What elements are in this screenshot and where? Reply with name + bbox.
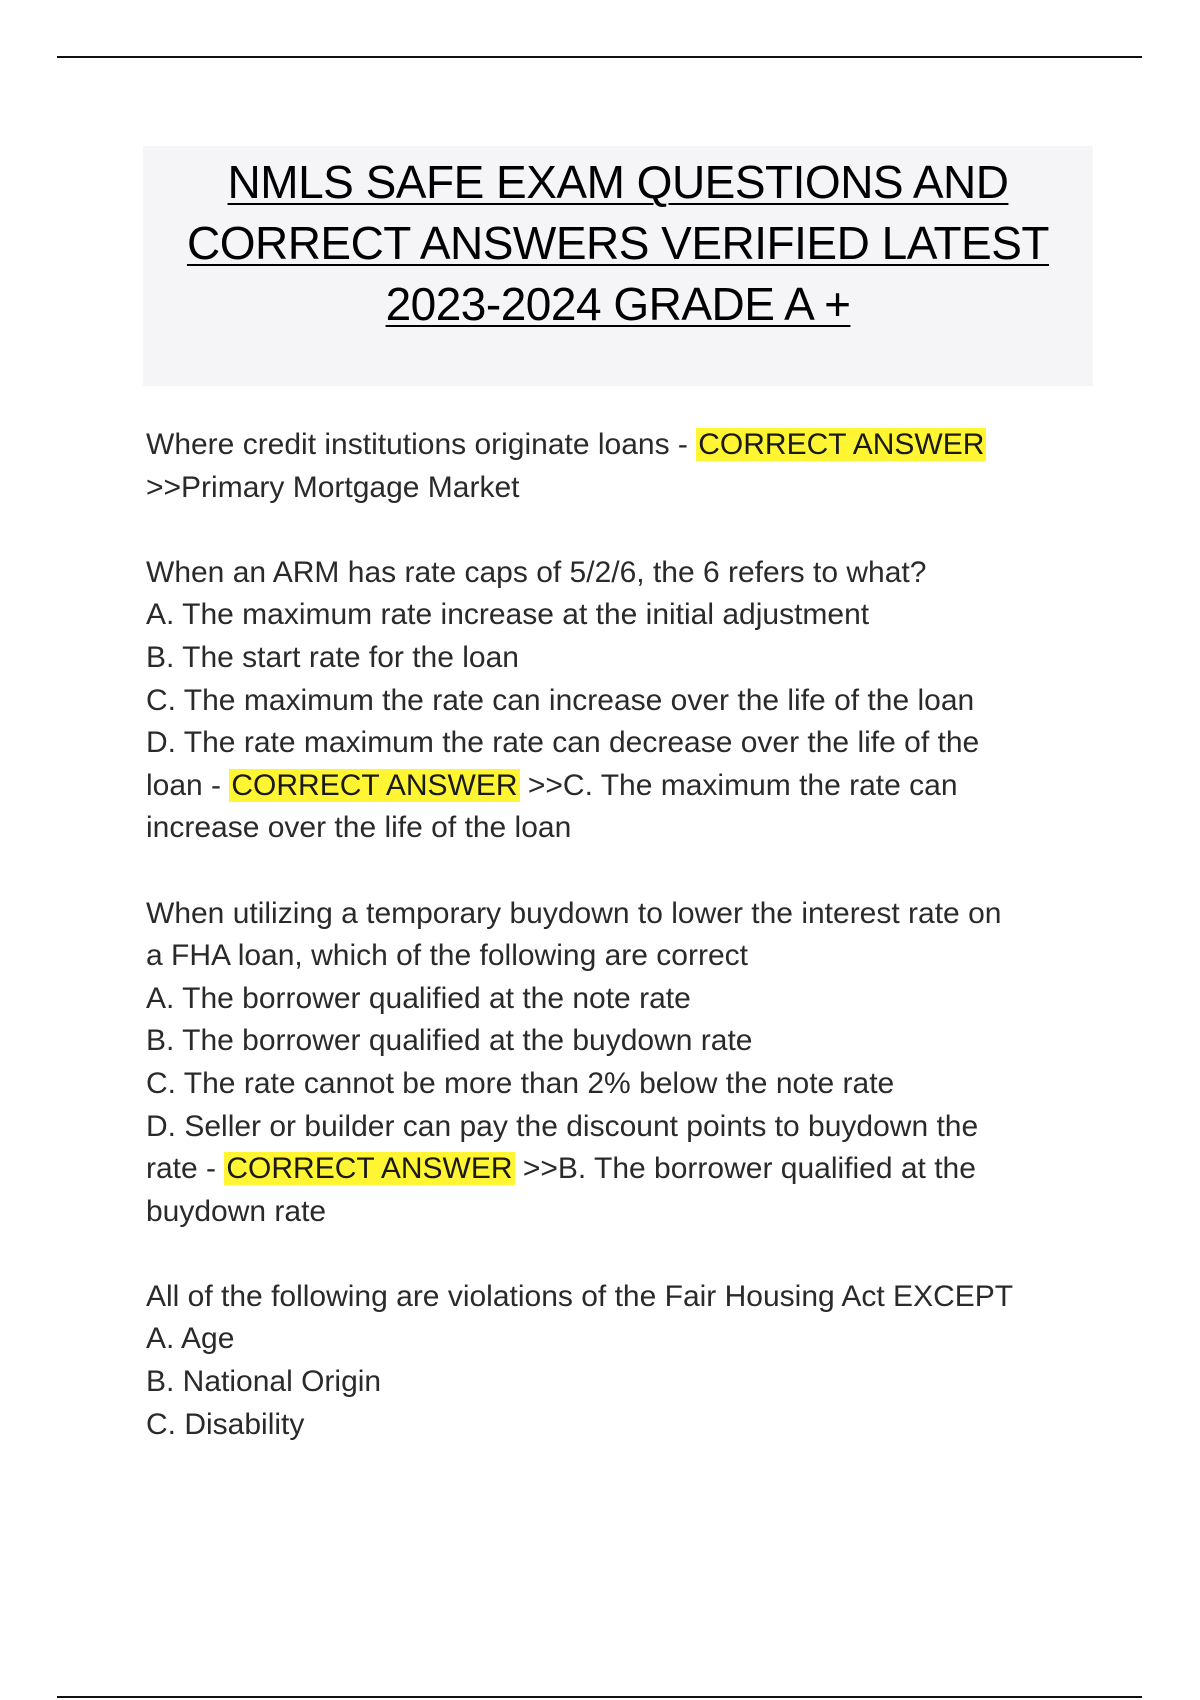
answer-text: buydown rate (146, 1194, 327, 1228)
option-c: C. Disability (146, 1407, 305, 1441)
option-a: A. The maximum rate increase at the initial adjustment (146, 598, 870, 632)
question-2 (146, 552, 1106, 850)
answer-line: loan - CORRECT ANSWER >>C. The maximum the rate can (146, 768, 958, 802)
question-text: When utilizing a temporary buydown to lower the interest rate on (146, 896, 1002, 930)
title-line-1: NMLS SAFE EXAM QUESTIONS AND (227, 156, 1009, 208)
option-b: B. The start rate for the loan (146, 640, 519, 674)
question-text: Where credit institutions originate loans - CORRECT ANSWER (146, 428, 985, 461)
option-b: B. National Origin (146, 1365, 382, 1399)
question-1 (146, 424, 1106, 509)
answer-text: >>Primary Mortgage Market (146, 470, 520, 504)
correct-answer-highlight: CORRECT ANSWER (231, 768, 518, 802)
bottom-rule (57, 1696, 1142, 1698)
question-4 (146, 1276, 1106, 1446)
answer-text: increase over the life of the loan (146, 811, 572, 845)
title-line-2: CORRECT ANSWERS VERIFIED LATEST (186, 217, 1050, 269)
question-3 (146, 893, 1106, 1234)
question-text: All of the following are violations of the Fair Housing Act EXCEPT (146, 1279, 1014, 1313)
correct-answer-highlight: CORRECT ANSWER (226, 1152, 513, 1186)
option-d: D. The rate maximum the rate can decrease over the life of the (146, 726, 980, 760)
title-line-3: 2023-2024 GRADE A + (385, 278, 851, 330)
title-banner (143, 146, 1093, 386)
question-text: a FHA loan, which of the following are correct (146, 939, 748, 973)
correct-answer-highlight: CORRECT ANSWER (698, 428, 985, 461)
option-a: A. The borrower qualified at the note rate (146, 981, 691, 1015)
option-c: C. The rate cannot be more than 2% below the note rate (146, 1066, 895, 1100)
document-body (146, 424, 1106, 1446)
option-b: B. The borrower qualified at the buydown rate (146, 1024, 753, 1058)
answer-line: rate - CORRECT ANSWER >>B. The borrower qualified at the (146, 1152, 976, 1186)
option-c: C. The maximum the rate can increase over the life of the loan (146, 683, 975, 717)
question-text: When an ARM has rate caps of 5/2/6, the 6 refers to what? (146, 555, 927, 589)
option-d: D. Seller or builder can pay the discount points to buydown the (146, 1109, 979, 1143)
top-rule (57, 56, 1142, 58)
option-a: A. Age (146, 1322, 235, 1356)
